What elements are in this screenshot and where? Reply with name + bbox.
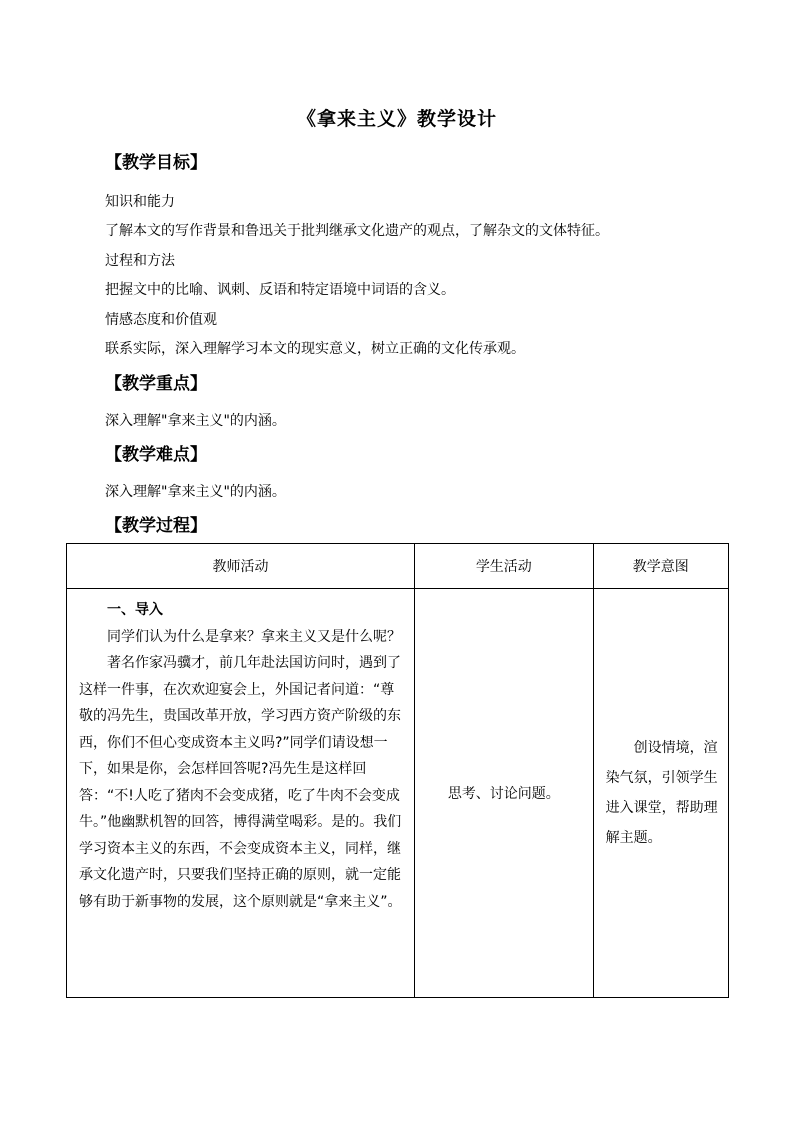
header-teacher-activity: 教师活动 (67, 544, 415, 589)
knowledge-text: 了解本文的写作背景和鲁迅关于批判继承文化遗产的观点，了解杂文的文体特征。 (105, 223, 609, 239)
table-header-row (67, 544, 729, 589)
teaching-key-heading: 【教学重点】 (105, 374, 207, 394)
header-teaching-intent: 教学意图 (593, 544, 728, 589)
teaching-key-text: 深入理解"拿来主义"的内涵。 (105, 413, 286, 429)
teacher-activity-cell (67, 589, 415, 998)
page-title: 《拿来主义》教学设计 (296, 108, 497, 130)
teacher-paragraph-1: 同学们认为什么是拿来？拿来主义又是什么呢？ (107, 628, 401, 645)
header-student-activity: 学生活动 (415, 544, 594, 589)
process-method-label: 过程和方法 (105, 253, 175, 269)
teaching-difficulty-heading: 【教学难点】 (105, 445, 207, 465)
teacher-paragraph-2: 著名作家冯骥才，前几年赴法国访问时，遇到了这样一件事，在次欢迎宴会上，外国记者问道：“尊敬的冯先生，贵国改革开放，学习西方资产阶级的东西，你们不但心变成资本主义吗?”同学们请设想一下，如果是你，会怎样回答呢?冯先生是这样回答：“不!人吃了猪肉不会变成猪，吃了牛肉不会变成牛。”他幽默机智的回答，博得满堂喝彩。是的。我们学习资本主义的东西，不会变成资本主义，同样，继承文化遗产时，只要我们坚持正确的原则，就一定能够有助于新事物的发展，这个原则就是“拿来主义”。 (79, 655, 402, 910)
teaching-goals-heading: 【教学目标】 (105, 153, 207, 173)
table-row (67, 589, 729, 998)
teaching-difficulty-text: 深入理解"拿来主义"的内涵。 (105, 484, 286, 500)
process-method-text: 把握文中的比喻、讽刺、反语和特定语境中词语的含义。 (105, 282, 455, 298)
emotion-text: 联系实际，深入理解学习本文的现实意义，树立正确的文化传承观。 (105, 341, 525, 357)
section-title-intro: 一、导入 (107, 602, 163, 618)
student-activity-cell: 思考、讨论问题。 (415, 589, 594, 998)
teaching-intent-text: 创设情境，渲染气氛，引领学生进入课堂，帮助理解主题。 (605, 740, 718, 846)
teaching-intent-cell (593, 589, 728, 998)
knowledge-label: 知识和能力 (105, 194, 175, 210)
teaching-process-heading: 【教学过程】 (105, 516, 207, 536)
teaching-process-table (66, 543, 729, 998)
emotion-label: 情感态度和价值观 (105, 312, 217, 328)
